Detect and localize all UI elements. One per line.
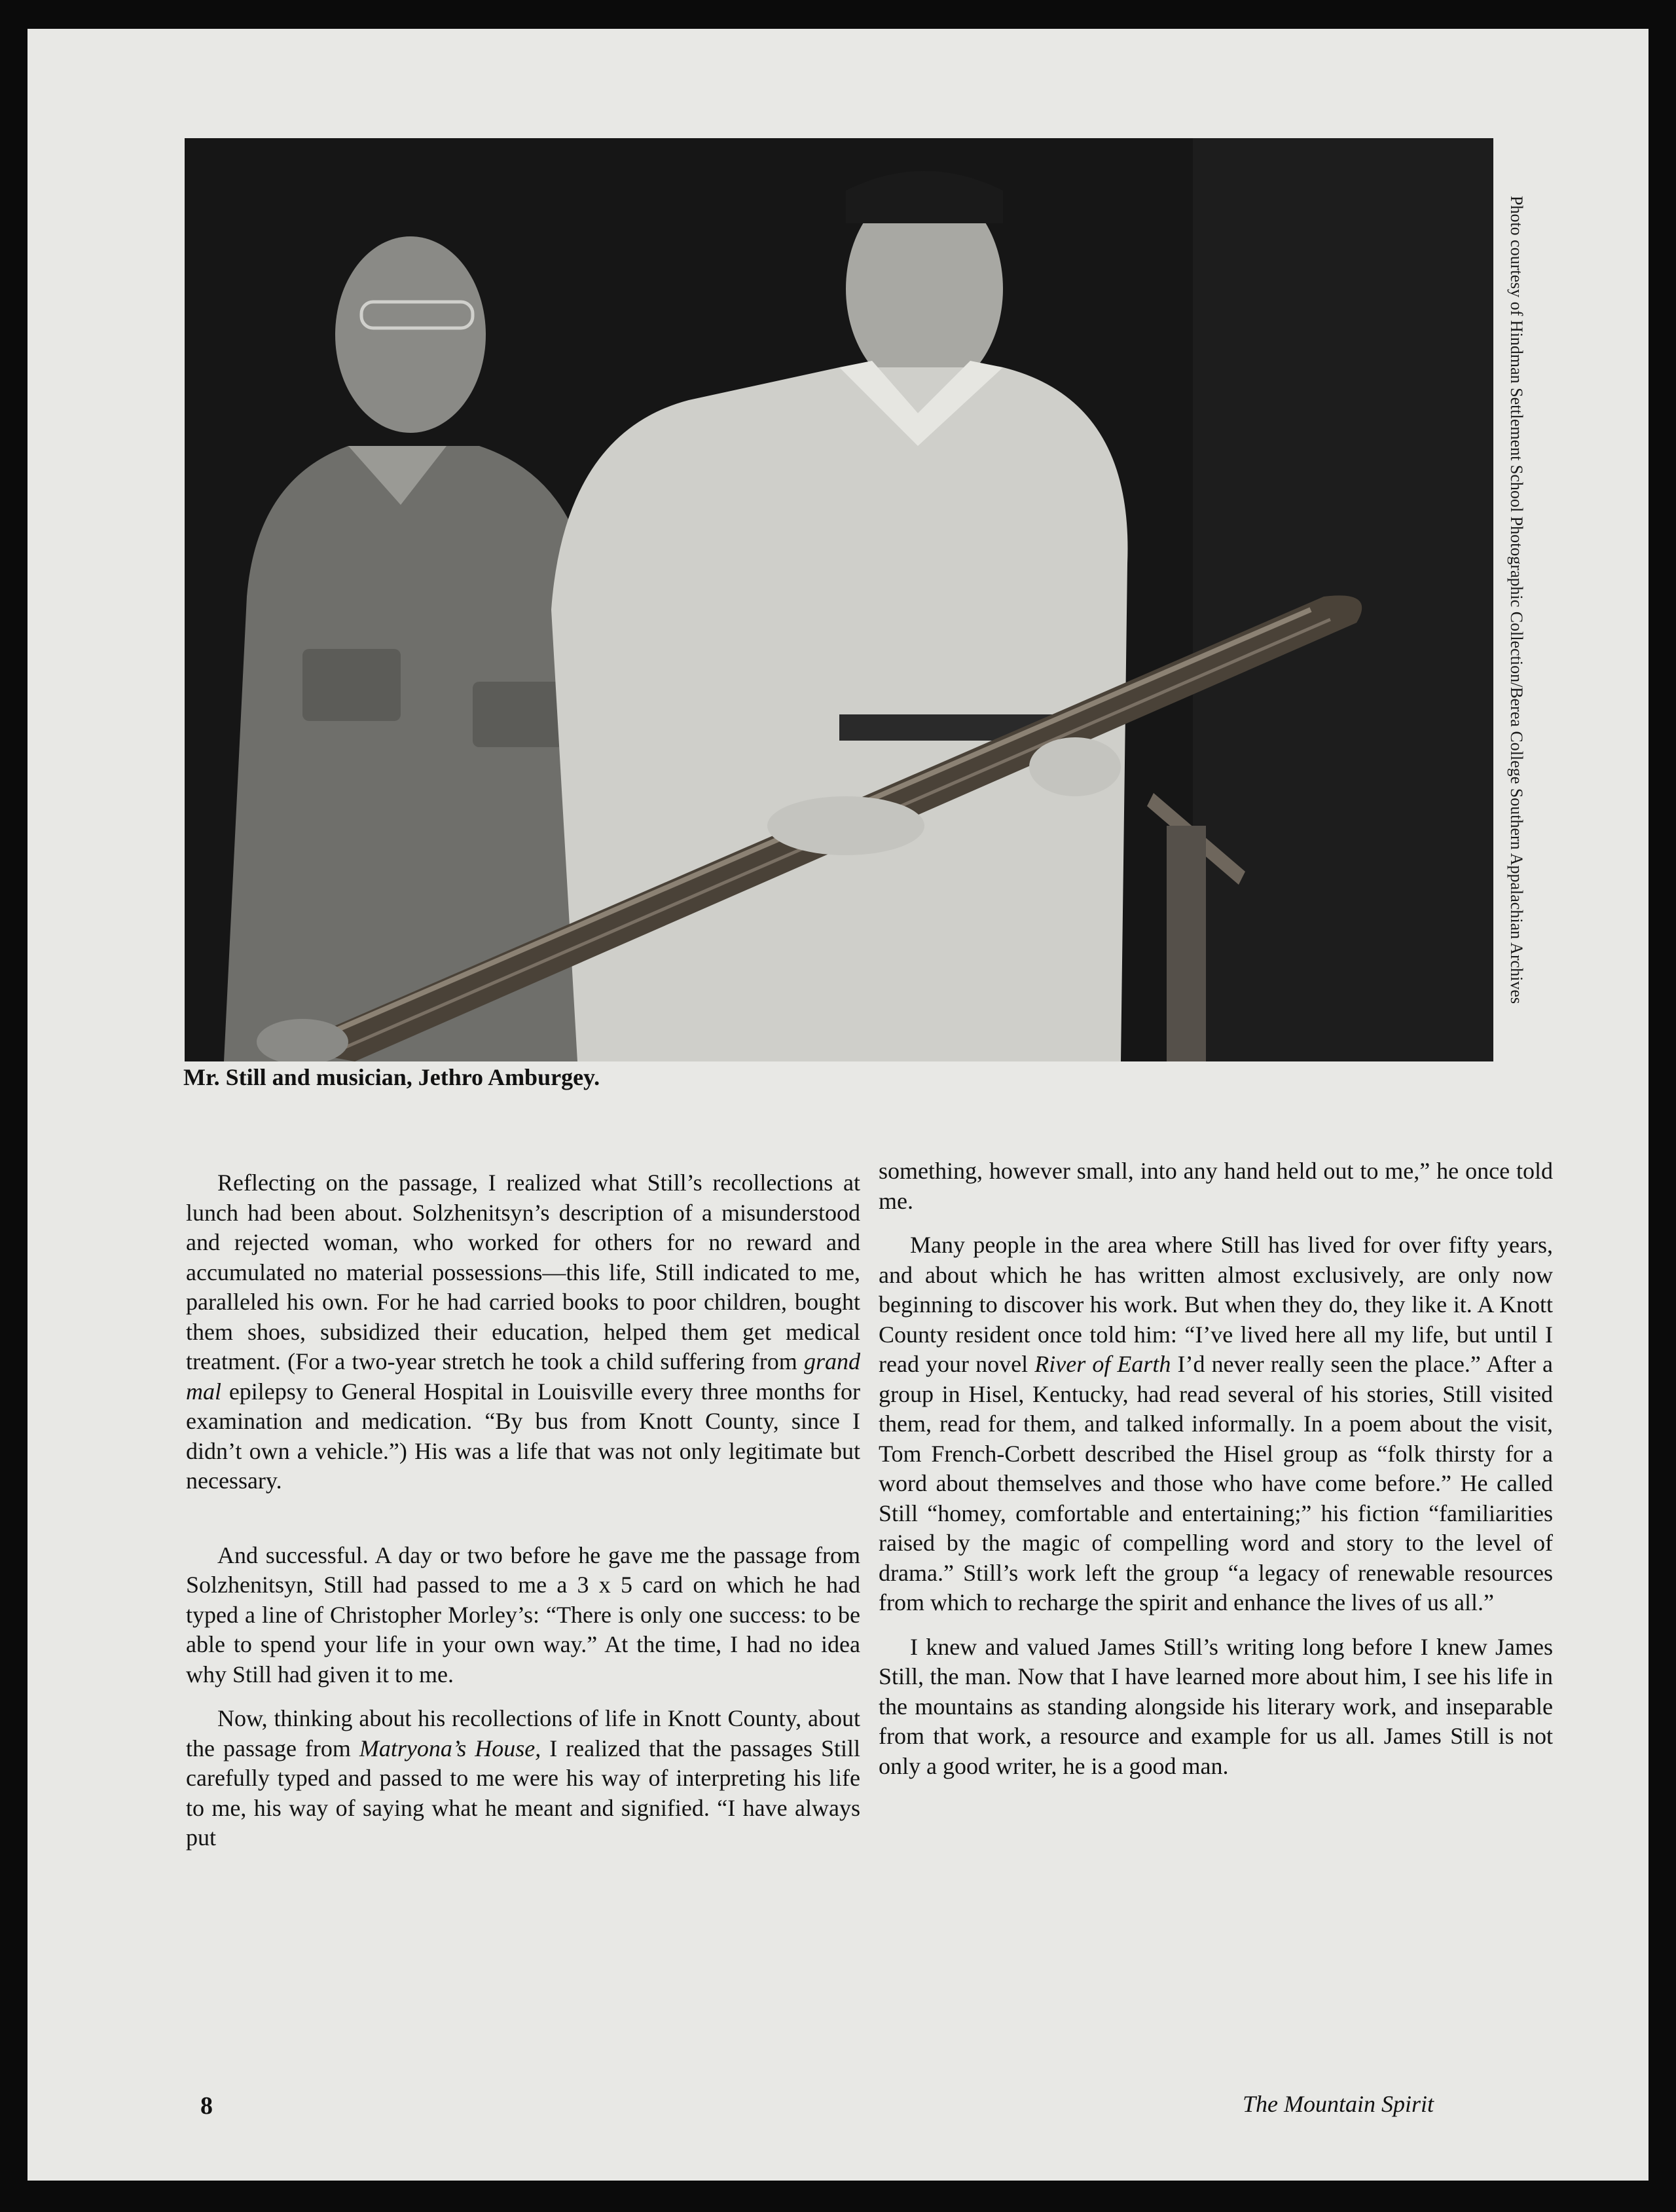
paragraph: I knew and valued James Still’s writing long before I knew James Still, the man. Now that I have learned more about him, I see his life in the mountains as standing alongside his literary work, and inseparable from that work, a resource and example for us all. James Still is not only a good writer, he is a good man. — [879, 1633, 1553, 1779]
publication-title: The Mountain Spirit — [1243, 2091, 1434, 2117]
article-column-right — [879, 1156, 1553, 1796]
photo-credit: Photo courtesy of Hindman Settlement School Photographic Collection/Berea College Southern Appalachian Archives — [1507, 196, 1526, 1005]
paragraph: Many people in the area where Still has lived for over fifty years, and about which he has written almost exclusively, are only now beginning to discover his work. But when they do, they like it. A Knott County resident once told him: “I’ve lived here all my life, but until I read your novel River of Earth I’d never really seen the place.” After a group in Hisel, Kentucky, had read several of his stories, Still visited them, read for them, and talked informally. In a poem about the visit, Tom French-Corbett described the Hisel group as “folk thirsty for a word about themselves and those who have come before.” He called Still “homey, comfortable and entertaining;” his fiction “familiarities raised by the magic of compelling word and story to the level of drama.” Still’s work left the group “a legacy of renewable resources from which to recharge the spirit and enhance the lives of us all.” — [879, 1232, 1553, 1615]
page-number: 8 — [200, 2092, 213, 2120]
photo-caption: Mr. Still and musician, Jethro Amburgey. — [183, 1064, 600, 1090]
paragraph: Reflecting on the passage, I realized what Still’s recollections at lunch had been about. Solzhenitsyn’s description of a misunderstood and rejected woman, who worked for others for no reward and accumulated no material possessions—this life, Still indicated to me, paralleled his own. For he had carried books to poor children, bought them shoes, subsidized their education, helped them get medical treatment. (For a two-year stretch he took a child suffering from grand mal epilepsy to General Hospital in Louisville every three months for examination and medication. “By bus from Knott County, since I didn’t own a vehicle.”) His was a life that was not only legitimate but necessary. — [186, 1170, 860, 1494]
magazine-page — [27, 29, 1649, 2181]
photo-two-men-with-dulcimer — [185, 138, 1493, 1061]
photograph — [185, 138, 1493, 1061]
paragraph-continued: something, however small, into any hand held out to me,” he once told me. — [879, 1158, 1553, 1214]
paragraph: Now, thinking about his recollections of life in Knott County, about the passage from Matryona’s House, I realized that the passages Still carefully typed and passed to me were his way of interpreting his life to me, his way of saying what he meant and signified. “I have always put — [186, 1705, 860, 1851]
paragraph: And successful. A day or two before he gave me the passage from Solzhenitsyn, Still had passed to me a 3 x 5 card on which he had typed a line of Christopher Morley’s: “There is only one success: to be able to spend your life in your own way.” At the time, I had no idea why Still had given it to me. — [186, 1541, 860, 1687]
article-column-left — [186, 1168, 860, 1868]
